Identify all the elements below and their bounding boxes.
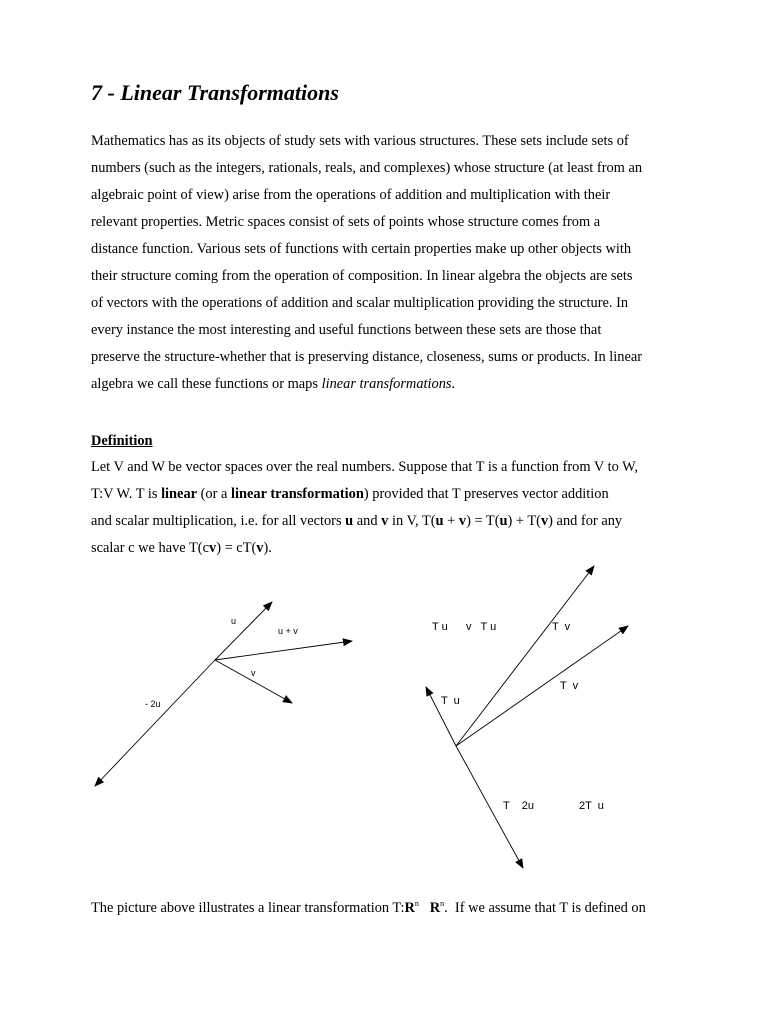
label-t-sum: T u v T u: [432, 621, 497, 633]
vector-v: v: [209, 540, 217, 556]
label-t-2u: T 2u: [503, 800, 534, 812]
def4-a: scalar c we have T(c: [91, 540, 209, 556]
label-neg-2u: - 2u: [145, 699, 161, 709]
set-r: R: [429, 900, 441, 916]
label-t-u: T u: [441, 695, 460, 707]
vector-u: u: [345, 513, 354, 529]
intro-line: algebraic point of view) arise from the operations of addition and multiplication with their: [91, 187, 611, 203]
definition-heading: Definition: [91, 433, 153, 449]
def3-f: ) + T(: [507, 513, 541, 529]
intro-line: every instance the most interesting and useful functions between these sets are those that: [91, 322, 602, 338]
vector-u: u: [499, 513, 508, 529]
def3-a: and scalar multiplication, i.e. for all vectors: [91, 513, 346, 529]
def3-g: ) and for any: [548, 513, 623, 529]
term-linear-transformations: linear transformations: [321, 376, 452, 392]
intro-last-prefix: algebra we call these functions or maps: [91, 376, 322, 392]
definition-line-1: Let V and W be vector spaces over the real numbers. Suppose that T is a function from V to W,: [91, 459, 639, 475]
intro-last-suffix: .: [451, 376, 456, 392]
def2-e: ) provided that T preserves vector addition: [363, 486, 609, 502]
vector-v: v: [458, 513, 467, 529]
vector-u: u: [435, 513, 444, 529]
intro-paragraph: [91, 128, 691, 398]
label-t-v: T v: [560, 680, 579, 692]
vector-v-arrow: [215, 660, 292, 703]
vector-v: v: [381, 513, 389, 529]
label-u-plus-v: u + v: [278, 626, 298, 636]
intro-line: preserve the structure-whether that is preserving distance, closeness, sums or products. In linear: [91, 349, 643, 365]
term-linear: linear: [161, 486, 198, 502]
def3-e: ) = T(: [466, 513, 500, 529]
intro-line: distance function. Various sets of functions with certain properties make up other objects with: [91, 241, 632, 257]
closing-b: . If we assume that T is defined on: [444, 900, 646, 916]
vector-t-sum-arrow: [456, 566, 594, 746]
superscript-n: n: [414, 899, 419, 908]
closing-paragraph: [91, 890, 691, 922]
label-u: u: [231, 616, 237, 626]
closing-line: [91, 890, 691, 922]
def2-a: T:V W. T is: [91, 486, 162, 502]
intro-line: their structure coming from the operation of composition. In linear algebra the objects are sets: [91, 268, 633, 284]
def3-c: in V, T(: [388, 513, 436, 529]
def2-c: (or a: [197, 486, 232, 502]
set-r: R: [404, 900, 415, 916]
def3-d: +: [443, 513, 459, 529]
label-t-v-top: T v: [552, 621, 571, 633]
vector-t-v-arrow: [456, 626, 628, 746]
superscript-n: n: [440, 899, 445, 908]
closing-a: The picture above illustrates a linear transformation T:: [91, 900, 405, 916]
term-linear-transformation: linear transformation: [231, 486, 364, 502]
vector-neg-2u-arrow: [95, 660, 215, 786]
intro-line: relevant properties. Metric spaces consist of sets of points whose structure comes from a: [91, 214, 601, 230]
linear-transformation-figure: [0, 555, 768, 885]
definition-line-3: [91, 508, 691, 535]
label-v: v: [251, 668, 256, 678]
intro-line-last: [91, 371, 691, 398]
vector-u-arrow: [215, 602, 272, 660]
intro-line: Mathematics has as its objects of study sets with various structures. These sets include sets of: [91, 133, 629, 149]
def3-b: and: [353, 513, 382, 529]
intro-line: of vectors with the operations of addition and scalar multiplication providing the structure. In: [91, 295, 629, 311]
closing-gap: [419, 900, 430, 916]
def4-c: ).: [263, 540, 272, 556]
label-2t-u: 2T u: [579, 800, 604, 812]
vector-v: v: [540, 513, 549, 529]
vector-u-plus-v-arrow: [215, 641, 352, 660]
page-title: 7 - Linear Transformations: [91, 80, 339, 105]
definition-paragraph: [91, 454, 691, 562]
def4-b: ) = cT(: [216, 540, 257, 556]
definition-line-2: [91, 481, 691, 508]
vector-v: v: [256, 540, 264, 556]
intro-line: numbers (such as the integers, rationals, reals, and complexes) whose structure (at least from an: [91, 160, 643, 176]
